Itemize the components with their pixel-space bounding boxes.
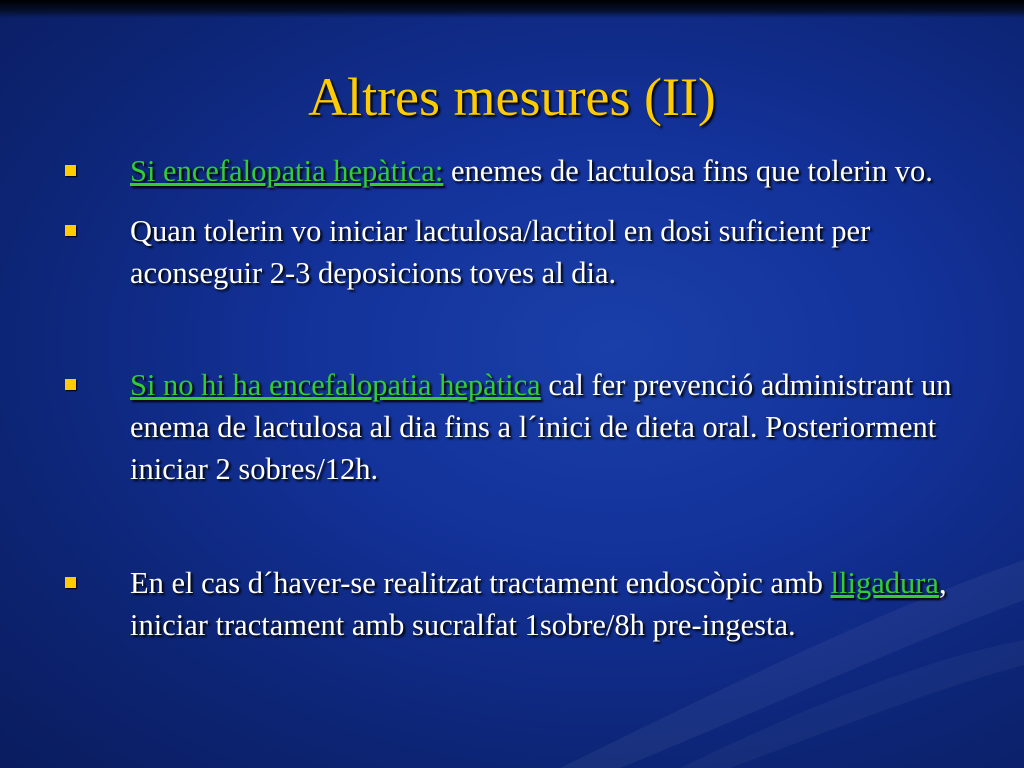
bullet-text-body: enemes de lactulosa fins que tolerin vo. bbox=[443, 154, 933, 188]
bullet-item bbox=[0, 210, 1024, 294]
link-no-encefalopatia[interactable]: Si no hi ha encefalopatia hepàtica bbox=[130, 368, 541, 402]
top-dark-band bbox=[0, 0, 1024, 18]
link-encefalopatia[interactable]: Si encefalopatia hepàtica bbox=[130, 154, 435, 188]
bullet-item bbox=[0, 150, 1024, 192]
bullet-text-body: Quan tolerin vo iniciar lactulosa/lactitol en dosi suficient per aconseguir 2-3 deposicions toves al dia. bbox=[130, 214, 871, 290]
link-lligadura[interactable]: lligadura bbox=[830, 566, 939, 600]
link-colon: : bbox=[434, 154, 444, 188]
square-bullet-icon bbox=[65, 577, 76, 588]
bullet-item bbox=[0, 364, 1024, 490]
bullet-text-after: , iniciar tractament amb sucralfat 1sobre/8h pre-ingesta. bbox=[130, 566, 947, 642]
square-bullet-icon bbox=[65, 165, 76, 176]
bullet-text-body: cal fer prevenció administrant un enema de lactulosa al dia fins a l´inici de dieta oral. Posteriorment iniciar 2 sobres/12h. bbox=[130, 368, 952, 486]
slide-title: Altres mesures (II) bbox=[308, 67, 716, 127]
bullet-text bbox=[130, 150, 960, 192]
square-bullet-icon bbox=[65, 379, 76, 390]
bullet-text-before: En el cas d´haver-se realitzat tractament endoscòpic amb bbox=[130, 566, 831, 600]
bullet-item bbox=[0, 562, 1024, 646]
bullet-text bbox=[130, 210, 960, 294]
bullet-text bbox=[130, 364, 960, 490]
square-bullet-icon bbox=[65, 225, 76, 236]
bullet-text bbox=[130, 562, 960, 646]
bullet-list bbox=[0, 150, 1024, 646]
